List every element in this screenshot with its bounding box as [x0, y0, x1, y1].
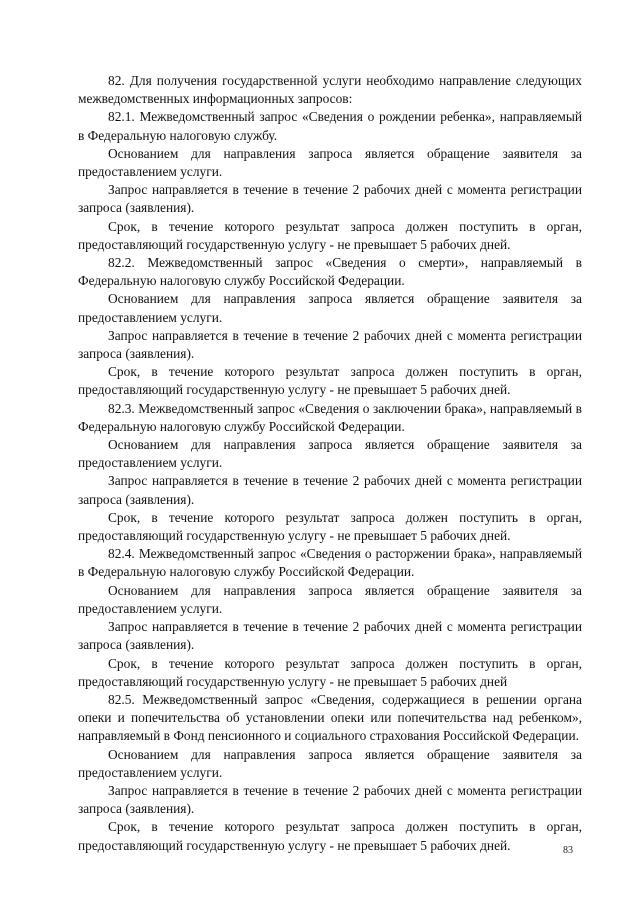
paragraph-82-2: 82.2. Межведомственный запрос «Сведения о смерти», направляемый в Федеральную налоговую службу Российской Федерации.: [78, 255, 582, 289]
paragraph: Основанием для направления запроса является обращение заявителя за предоставлением услуги.: [78, 746, 582, 780]
paragraph: Запрос направляется в течение в течение 2 рабочих дней с момента регистрации запроса (заявления).: [78, 619, 582, 653]
paragraph: Срок, в течение которого результат запроса должен поступить в орган, предоставляющий государственную услугу - не превышает 5 рабочих дней.: [78, 364, 582, 398]
paragraph-82-5: 82.5. Межведомственный запрос «Сведения, содержащиеся в решении органа опеки и попечительства об установлении опеки или попечительства над ребенком», направляемый в Фонд пенсионного и социального страхования Российской Федерации.: [78, 691, 582, 744]
paragraph: Запрос направляется в течение в течение 2 рабочих дней с момента регистрации запроса (заявления).: [78, 182, 582, 216]
paragraph: Основанием для направления запроса является обращение заявителя за предоставлением услуги.: [78, 291, 582, 325]
paragraph: Срок, в течение которого результат запроса должен поступить в орган, предоставляющий государственную услугу - не превышает 5 рабочих дней.: [78, 218, 582, 252]
body-text: [78, 72, 582, 855]
paragraph: Запрос направляется в течение в течение 2 рабочих дней с момента регистрации запроса (заявления).: [78, 327, 582, 362]
paragraph: Срок, в течение которого результат запроса должен поступить в орган, предоставляющий государственную услугу - не превышает 5 рабочих дней.: [78, 819, 582, 853]
paragraph: Основанием для направления запроса является обращение заявителя за предоставлением услуги.: [78, 582, 582, 616]
paragraph: Запрос направляется в течение в течение 2 рабочих дней с момента регистрации запроса (заявления).: [78, 473, 582, 507]
paragraph-82-1: 82.1. Межведомственный запрос «Сведения о рождении ребенка», направляемый в Федеральную налоговую службу.: [78, 109, 582, 143]
paragraph: Срок, в течение которого результат запроса должен поступить в орган, предоставляющий государственную услугу - не превышает 5 рабочих дней: [78, 655, 582, 689]
paragraph: Срок, в течение которого результат запроса должен поступить в орган, предоставляющий государственную услугу - не превышает 5 рабочих дней.: [78, 509, 582, 544]
paragraph: Основанием для направления запроса является обращение заявителя за предоставлением услуги.: [78, 145, 582, 180]
paragraph-82-3: 82.3. Межведомственный запрос «Сведения о заключении брака», направляемый в Федеральную налоговую службу Российской Федерации.: [78, 400, 582, 434]
page-number: 83: [563, 845, 573, 856]
paragraph-82: 82. Для получения государственной услуги необходимо направление следующих межведомственных информационных запросов:: [78, 73, 582, 107]
paragraph: Основанием для направления запроса является обращение заявителя за предоставлением услуги.: [78, 437, 582, 471]
paragraph-82-4: 82.4. Межведомственный запрос «Сведения о расторжении брака», направляемый в Федеральную налоговую службу Российской Федерации.: [78, 546, 582, 580]
paragraph: Запрос направляется в течение в течение 2 рабочих дней с момента регистрации запроса (заявления).: [78, 782, 582, 817]
